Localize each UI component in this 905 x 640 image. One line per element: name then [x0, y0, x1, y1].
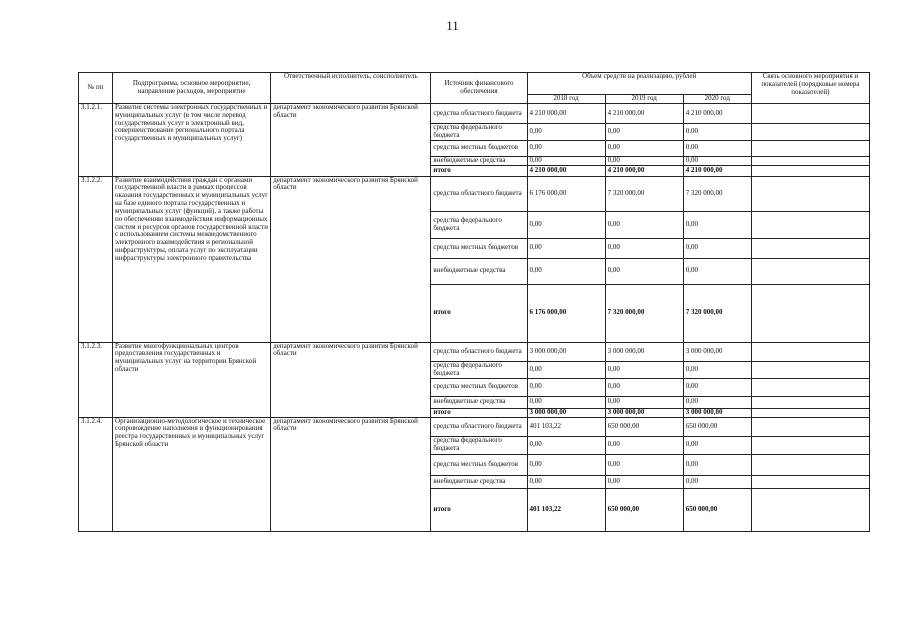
funding-source: средства федерального бюджета: [431, 211, 527, 238]
indicator-link: [751, 361, 869, 378]
amount-2018: 4 210 000,00: [527, 165, 605, 176]
funding-source: средства областного бюджета: [431, 342, 527, 361]
funding-source: итого: [431, 408, 527, 417]
amount-2020: 0,00: [683, 258, 751, 284]
funding-source: средства федерального бюджета: [431, 124, 527, 141]
measure-number: 3.1.2.3.: [79, 342, 113, 417]
budget-table: [78, 72, 870, 532]
amount-2018: 0,00: [527, 140, 605, 156]
funding-source: средства местных бюджетов: [431, 238, 527, 258]
amount-2018: 6 176 000,00: [527, 176, 605, 211]
funding-source: средства областного бюджета: [431, 176, 527, 211]
amount-2019: 0,00: [605, 436, 683, 454]
funding-source: средства местных бюджетов: [431, 454, 527, 475]
amount-2018: 401 103,22: [527, 417, 605, 436]
funding-source: внебюджетные средства: [431, 156, 527, 165]
amount-2019: 650 000,00: [605, 488, 683, 531]
amount-2019: 0,00: [605, 396, 683, 408]
amount-2019: 0,00: [605, 475, 683, 488]
measure-name: Организационно-методологическое и техническое сопровождение наполнения и функционирования реестра государственных и муниципальных услуг Брянской области: [113, 417, 271, 531]
header-responsible: Ответственный исполнитель, соисполнитель: [271, 73, 431, 104]
amount-2019: 0,00: [605, 238, 683, 258]
funding-source: внебюджетные средства: [431, 258, 527, 284]
amount-2020: 650 000,00: [683, 488, 751, 531]
funding-source: средства местных бюджетов: [431, 378, 527, 396]
funding-source: средства областного бюджета: [431, 417, 527, 436]
amount-2018: 401 103,22: [527, 488, 605, 531]
indicator-link: [751, 156, 869, 165]
header-volume: Объем средств на реализацию, рублей: [527, 73, 751, 95]
indicator-link: [751, 454, 869, 475]
amount-2018: 4 210 000,00: [527, 104, 605, 124]
funding-source: средства областного бюджета: [431, 104, 527, 124]
indicator-link: [751, 488, 869, 531]
measure-responsible: департамент экономического развития Брянской области: [271, 342, 431, 417]
measure-responsible: департамент экономического развития Брянской области: [271, 176, 431, 342]
amount-2020: 4 210 000,00: [683, 165, 751, 176]
funding-source: итого: [431, 165, 527, 176]
measure-name: Развитие взаимодействия граждан с органами государственной власти в рамках процессов оказания государственных и муниципальных услуг на базе единого портала государственных и муниципальных услуг (функций), а также работы по обеспечению взаимодействия информационных систем и ресурсов органов государственной власти с использованием системы межведомственного электронного взаимодействия и региональной инфраструктуры, оплата услуг по эксплуатации инфраструктуры электронного правительства: [113, 176, 271, 342]
amount-2019: 0,00: [605, 454, 683, 475]
indicator-link: [751, 165, 869, 176]
funding-source: внебюджетные средства: [431, 396, 527, 408]
header-year-2018: 2018 год: [527, 95, 605, 104]
header-source: Источник финансового обеспечения: [431, 73, 527, 104]
amount-2020: 0,00: [683, 378, 751, 396]
funding-source: средства местных бюджетов: [431, 140, 527, 156]
amount-2020: 7 320 000,00: [683, 176, 751, 211]
table-row: [79, 417, 870, 436]
amount-2018: 3 000 000,00: [527, 342, 605, 361]
amount-2020: 0,00: [683, 124, 751, 141]
amount-2020: 0,00: [683, 140, 751, 156]
amount-2019: 3 000 000,00: [605, 342, 683, 361]
indicator-link: [751, 475, 869, 488]
amount-2019: 0,00: [605, 156, 683, 165]
amount-2019: 0,00: [605, 361, 683, 378]
amount-2020: 650 000,00: [683, 417, 751, 436]
amount-2018: 0,00: [527, 361, 605, 378]
amount-2019: 3 000 000,00: [605, 408, 683, 417]
amount-2020: 0,00: [683, 475, 751, 488]
funding-source: итого: [431, 488, 527, 531]
measure-number: 3.1.2.2.: [79, 176, 113, 342]
amount-2019: 7 320 000,00: [605, 176, 683, 211]
amount-2020: 0,00: [683, 436, 751, 454]
amount-2018: 0,00: [527, 211, 605, 238]
amount-2018: 3 000 000,00: [527, 408, 605, 417]
header-name: Подпрограмма, основное мероприятие, направление расходов, мероприятие: [113, 73, 271, 104]
amount-2020: 7 320 000,00: [683, 284, 751, 342]
amount-2020: 0,00: [683, 361, 751, 378]
amount-2019: 0,00: [605, 124, 683, 141]
page-number: 11: [446, 18, 459, 33]
amount-2018: 0,00: [527, 454, 605, 475]
amount-2020: 3 000 000,00: [683, 408, 751, 417]
amount-2020: 0,00: [683, 396, 751, 408]
funding-source: внебюджетные средства: [431, 475, 527, 488]
amount-2020: 0,00: [683, 156, 751, 165]
amount-2018: 0,00: [527, 238, 605, 258]
measure-number: 3.1.2.4.: [79, 417, 113, 531]
amount-2018: 0,00: [527, 156, 605, 165]
amount-2018: 0,00: [527, 436, 605, 454]
amount-2018: 0,00: [527, 124, 605, 141]
amount-2020: 0,00: [683, 454, 751, 475]
amount-2018: 0,00: [527, 475, 605, 488]
measure-responsible: департамент экономического развития Брянской области: [271, 104, 431, 177]
indicator-link: [751, 124, 869, 141]
indicator-link: [751, 436, 869, 454]
indicator-link: [751, 378, 869, 396]
header-link: Связь основного мероприятия и показателей (порядковые номера показателей): [751, 73, 869, 104]
indicator-link: [751, 342, 869, 361]
amount-2019: 7 320 000,00: [605, 284, 683, 342]
header-year-2019: 2019 год: [605, 95, 683, 104]
indicator-link: [751, 104, 869, 124]
funding-source: средства федерального бюджета: [431, 436, 527, 454]
funding-source: итого: [431, 284, 527, 342]
funding-source: средства федерального бюджета: [431, 361, 527, 378]
amount-2020: 0,00: [683, 211, 751, 238]
measure-name: Развитие системы электронных государственных и муниципальных услуг (в том числе перевод государственных услуг в электронный вид, совершенствование регионального портала государственных и муниципальных услуг): [113, 104, 271, 177]
amount-2020: 3 000 000,00: [683, 342, 751, 361]
indicator-link: [751, 396, 869, 408]
amount-2018: 0,00: [527, 396, 605, 408]
measure-name: Развитие многофункциональных центров предоставления государственных и муниципальных услуг на территории Брянской области: [113, 342, 271, 417]
amount-2019: 0,00: [605, 378, 683, 396]
amount-2020: 0,00: [683, 238, 751, 258]
table-row: [79, 176, 870, 211]
indicator-link: [751, 258, 869, 284]
table-row: [79, 342, 870, 361]
indicator-link: [751, 140, 869, 156]
amount-2020: 4 210 000,00: [683, 104, 751, 124]
indicator-link: [751, 238, 869, 258]
amount-2019: 0,00: [605, 140, 683, 156]
amount-2019: 0,00: [605, 211, 683, 238]
amount-2019: 4 210 000,00: [605, 104, 683, 124]
measure-number: 3.1.2.1.: [79, 104, 113, 177]
indicator-link: [751, 284, 869, 342]
indicator-link: [751, 176, 869, 211]
amount-2019: 4 210 000,00: [605, 165, 683, 176]
measure-responsible: департамент экономического развития Брянской области: [271, 417, 431, 531]
header-no: № пп: [79, 73, 113, 104]
amount-2018: 0,00: [527, 378, 605, 396]
table-body: [79, 104, 870, 532]
amount-2019: 0,00: [605, 258, 683, 284]
indicator-link: [751, 408, 869, 417]
indicator-link: [751, 211, 869, 238]
table-row: [79, 104, 870, 124]
amount-2018: 0,00: [527, 258, 605, 284]
amount-2019: 650 000,00: [605, 417, 683, 436]
indicator-link: [751, 417, 869, 436]
amount-2018: 6 176 000,00: [527, 284, 605, 342]
header-year-2020: 2020 год: [683, 95, 751, 104]
